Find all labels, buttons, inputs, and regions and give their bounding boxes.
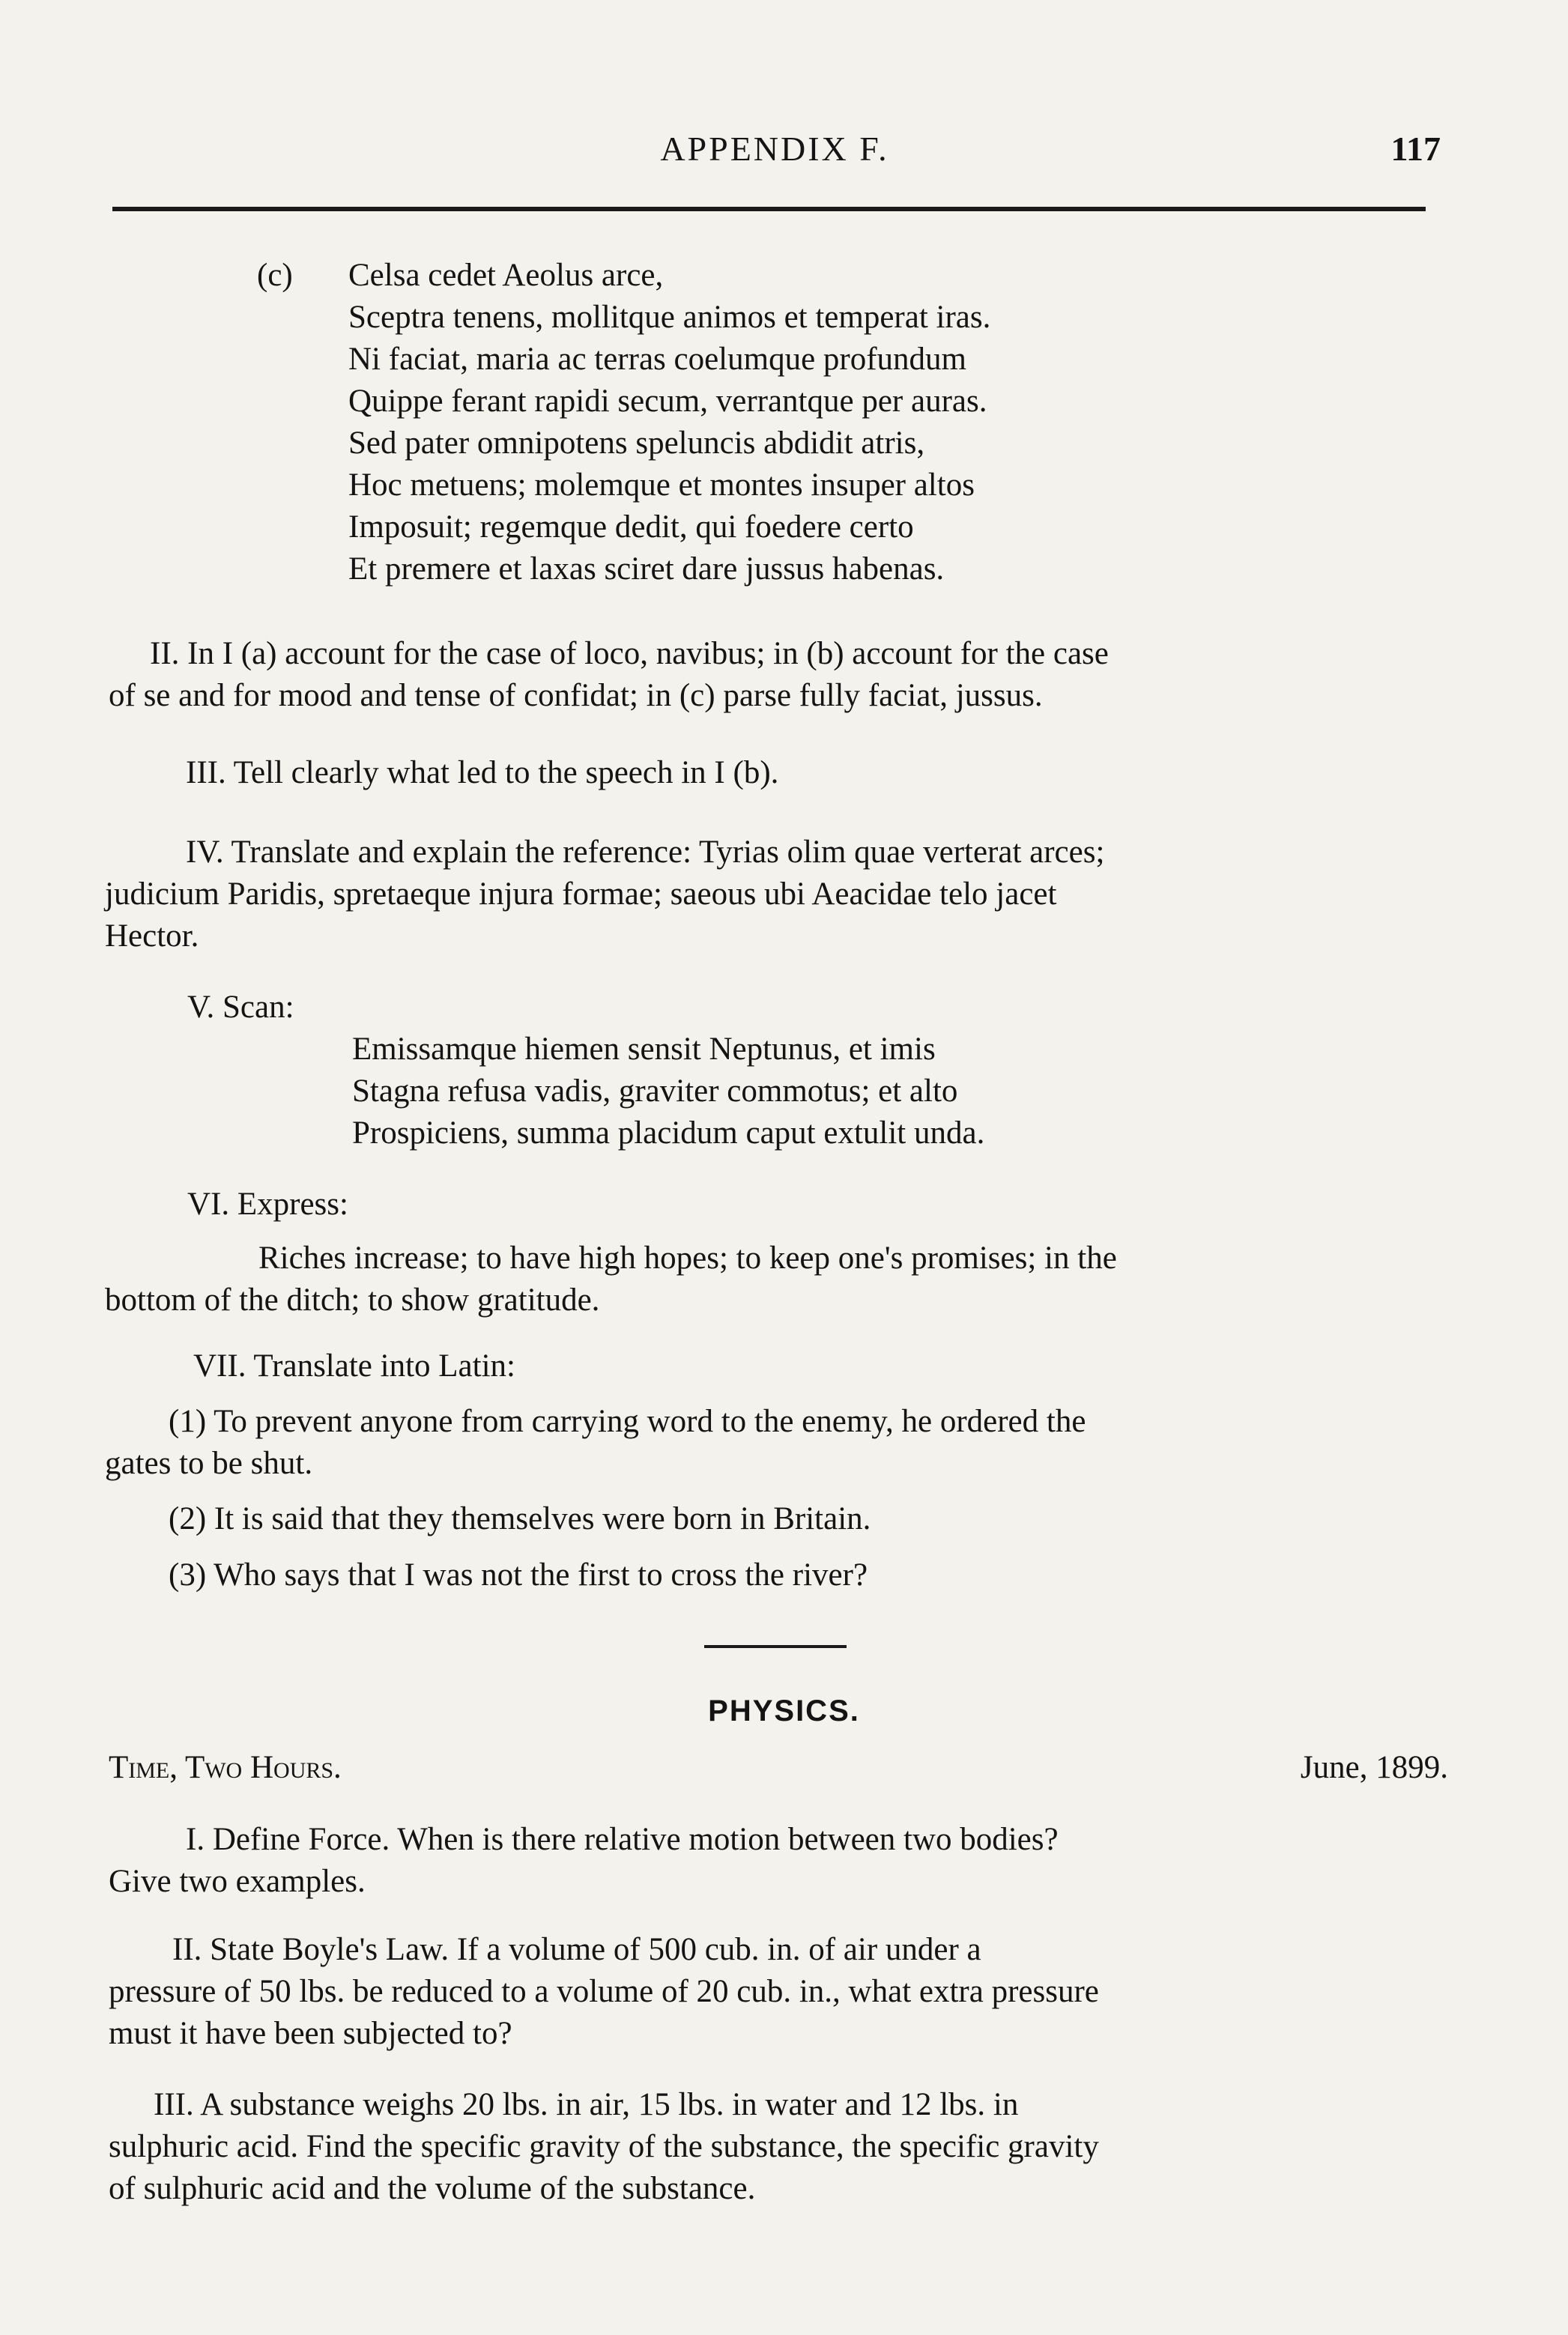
passage-c-label: (c) xyxy=(257,258,293,293)
header-rule xyxy=(112,207,1426,211)
question-label: VI. Express: xyxy=(187,1187,348,1222)
verse-line: Et premere et laxas sciret dare jussus habenas. xyxy=(348,551,945,587)
question-label: VII. Translate into Latin: xyxy=(193,1348,515,1384)
question-line: must it have been subjected to? xyxy=(109,2016,512,2051)
verse-line: Hoc metuens; molemque et montes insuper altos xyxy=(348,467,975,503)
verse-line: Emissamque hiemen sensit Neptunus, et imis xyxy=(352,1032,936,1067)
exam-time: Time, Two Hours. xyxy=(109,1750,342,1785)
page-number: 117 xyxy=(1390,130,1441,168)
question-line: II. In I (a) account for the case of loco, navibus; in (b) account for the case xyxy=(150,636,1109,671)
verse-line: Sed pater omnipotens speluncis abdidit atris, xyxy=(348,425,925,461)
question-iii: III. Tell clearly what led to the speech in I (b). xyxy=(186,755,779,790)
question-label: V. Scan: xyxy=(187,990,294,1025)
verse-line: Stagna refusa vadis, graviter commotus; et alto xyxy=(352,1073,958,1109)
question-line: of se and for mood and tense of confidat; in (c) parse fully faciat, jussus. xyxy=(109,678,1043,713)
question-line: sulphuric acid. Find the specific gravity of the substance, the specific gravity xyxy=(109,2129,1099,2164)
question-line: pressure of 50 lbs. be reduced to a volume of 20 cub. in., what extra pressure xyxy=(109,1974,1099,2009)
verse-line: Quippe ferant rapidi secum, verrantque per auras. xyxy=(348,384,987,419)
verse-line: Ni faciat, maria ac terras coelumque profundum xyxy=(348,342,966,377)
question-line: bottom of the ditch; to show gratitude. xyxy=(105,1282,600,1318)
section-divider xyxy=(704,1645,847,1648)
verse-line: Celsa cedet Aeolus arce, xyxy=(348,258,664,293)
question-line: judicium Paridis, spretaeque injura formae; saeous ubi Aeacidae telo jacet xyxy=(105,876,1057,912)
numbered-item: (3) Who says that I was not the first to cross the river? xyxy=(169,1557,868,1593)
question-line: Hector. xyxy=(105,918,199,954)
question-line: IV. Translate and explain the reference: Tyrias olim quae verterat arces; xyxy=(186,835,1105,870)
verse-line: Imposuit; regemque dedit, qui foedere certo xyxy=(348,509,914,545)
question-line: Riches increase; to have high hopes; to keep one's promises; in the xyxy=(258,1241,1117,1276)
question-line: III. A substance weighs 20 lbs. in air, 15 lbs. in water and 12 lbs. in xyxy=(154,2087,1019,2122)
running-title: APPENDIX F. xyxy=(660,130,889,168)
question-line: Give two examples. xyxy=(109,1864,366,1899)
question-line: I. Define Force. When is there relative motion between two bodies? xyxy=(186,1822,1059,1857)
verse-line: Prospiciens, summa placidum caput extulit unda. xyxy=(352,1115,985,1151)
numbered-item: gates to be shut. xyxy=(105,1446,313,1481)
question-line: of sulphuric acid and the volume of the substance. xyxy=(109,2171,756,2206)
exam-date: June, 1899. xyxy=(1300,1750,1448,1785)
numbered-item: (2) It is said that they themselves were born in Britain. xyxy=(169,1501,871,1536)
verse-line: Sceptra tenens, mollitque animos et temperat iras. xyxy=(348,300,991,335)
question-line: II. State Boyle's Law. If a volume of 500 cub. in. of air under a xyxy=(172,1932,981,1967)
section-title: PHYSICS. xyxy=(708,1695,860,1727)
running-head xyxy=(109,129,1441,181)
numbered-item: (1) To prevent anyone from carrying word to the enemy, he ordered the xyxy=(169,1404,1086,1439)
